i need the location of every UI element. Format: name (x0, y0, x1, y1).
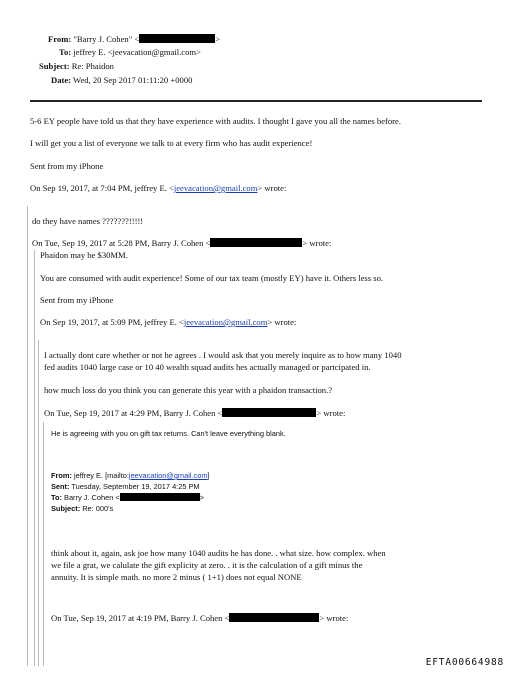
redaction-block (210, 238, 302, 247)
email-link[interactable]: jeevacation@gmail.com (128, 471, 208, 480)
msg2-quote-header (32, 238, 331, 248)
msg5-sent-label: Sent: (51, 482, 70, 491)
msg3-signature: Sent from my iPhone (40, 295, 114, 305)
msg3-line2: You are consumed with audit experience! Some of our tax team (mostly EY) have it. Others less so. (40, 273, 384, 283)
quote-bar-level2 (34, 250, 35, 666)
quote-suffix: > wrote: (319, 613, 349, 623)
msg6-line3: annuity. It is simple math. no more 2 minus ( 1+1) does not equal NONE (51, 572, 302, 582)
document-id: EFTA00664988 (425, 657, 504, 668)
header-to-row (59, 47, 201, 57)
header-subject-row (39, 61, 114, 71)
msg5-subject-row (51, 504, 113, 513)
header-from-label: From: (48, 34, 72, 44)
msg6-quote-header (51, 613, 348, 623)
email-link[interactable]: jeevacation@gmail.com (183, 317, 268, 327)
quote-suffix: > wrote: (257, 183, 287, 193)
msg2-line1: do they have names ???????!!!!! (32, 216, 144, 226)
msg6-line1: think about it, again, ask joe how many 1040 audits he has done. . what size. how complex. when (51, 548, 386, 558)
msg5-line1: He is agreeing with you on gift tax returns. Can't leave everything blank. (51, 429, 286, 438)
msg6-line2: we file a grat, we calulate the gift explicity at zero. . it is the calculation of a gift minus the (51, 560, 363, 570)
header-from-end: > (215, 34, 221, 44)
quote-bar-level1 (27, 206, 28, 666)
header-from-row (48, 34, 220, 44)
quote-suffix: > wrote: (302, 238, 332, 248)
msg1-quote-header (30, 183, 286, 193)
msg1-line1: 5-6 EY people have told us that they have experience with audits. I thought I gave you all the names before. (30, 116, 402, 126)
msg4-line1: I actually dont care whether or not he agrees . I would ask that you merely inquire as to how many 1040 (44, 350, 402, 360)
msg5-to-end: > (199, 493, 205, 502)
msg5-to-label: To: (51, 493, 62, 502)
msg5-subject-label: Subject: (51, 504, 81, 513)
quote-prefix: On Tue, Sep 19, 2017 at 5:28 PM, Barry J. Cohen < (32, 238, 211, 248)
redaction-block (120, 493, 200, 501)
msg4-line3: how much loss do you think you can generate this year with a phaidon transaction.? (44, 385, 333, 395)
header-date-value: Wed, 20 Sep 2017 01:11:20 +0000 (73, 75, 193, 85)
quote-prefix: On Tue, Sep 19, 2017 at 4:29 PM, Barry J. Cohen < (44, 408, 223, 418)
msg5-to-row (51, 493, 204, 502)
msg5-from-value: jeffrey E. [mailto: (74, 471, 129, 480)
msg5-subject-value: Re: 000's (82, 504, 114, 513)
header-date-row (51, 75, 192, 85)
quote-prefix: On Sep 19, 2017, at 7:04 PM, jeffrey E. < (30, 183, 174, 193)
msg5-to-value: Barry J. Cohen < (64, 493, 120, 502)
redaction-block (222, 408, 316, 417)
header-subject-label: Subject: (39, 61, 70, 71)
header-to-value: jeffrey E. <jeevacation@gmail.com> (73, 47, 201, 57)
msg1-signature: Sent from my iPhone (30, 161, 104, 171)
header-date-label: Date: (51, 75, 72, 85)
redaction-block (229, 613, 319, 622)
quote-suffix: > wrote: (316, 408, 346, 418)
msg5-sent-value: Tuesday, September 19, 2017 4:25 PM (71, 482, 200, 491)
msg1-line2: I will get you a list of everyone we talk to at every firm who has audit experience! (30, 138, 313, 148)
header-subject-value: Re: Phaidon (71, 61, 114, 71)
msg3-quote-header (40, 317, 296, 327)
quote-prefix: On Sep 19, 2017, at 5:09 PM, jeffrey E. < (40, 317, 184, 327)
msg4-line2: fed audits 1040 large case or 10 40 wealth squad audits hes actually managed or partcipated in. (44, 362, 371, 372)
msg3-line1: Phaidon may be $30MM. (40, 250, 128, 260)
msg5-from-label: From: (51, 471, 72, 480)
redaction-block (139, 34, 215, 43)
msg5-sent-row (51, 482, 200, 491)
quote-bar-level4 (43, 422, 44, 666)
msg4-quote-header (44, 408, 345, 418)
msg5-from-end: ] (207, 471, 210, 480)
header-rule (30, 100, 482, 102)
msg5-from-row (51, 471, 210, 480)
quote-suffix: > wrote: (267, 317, 297, 327)
quote-bar-level3 (38, 340, 39, 666)
quote-prefix: On Tue, Sep 19, 2017 at 4:19 PM, Barry J. Cohen < (51, 613, 230, 623)
header-from-value: "Barry J. Cohen" < (73, 34, 140, 44)
email-link[interactable]: jeevacation@gmail.com (173, 183, 258, 193)
header-to-label: To: (59, 47, 72, 57)
